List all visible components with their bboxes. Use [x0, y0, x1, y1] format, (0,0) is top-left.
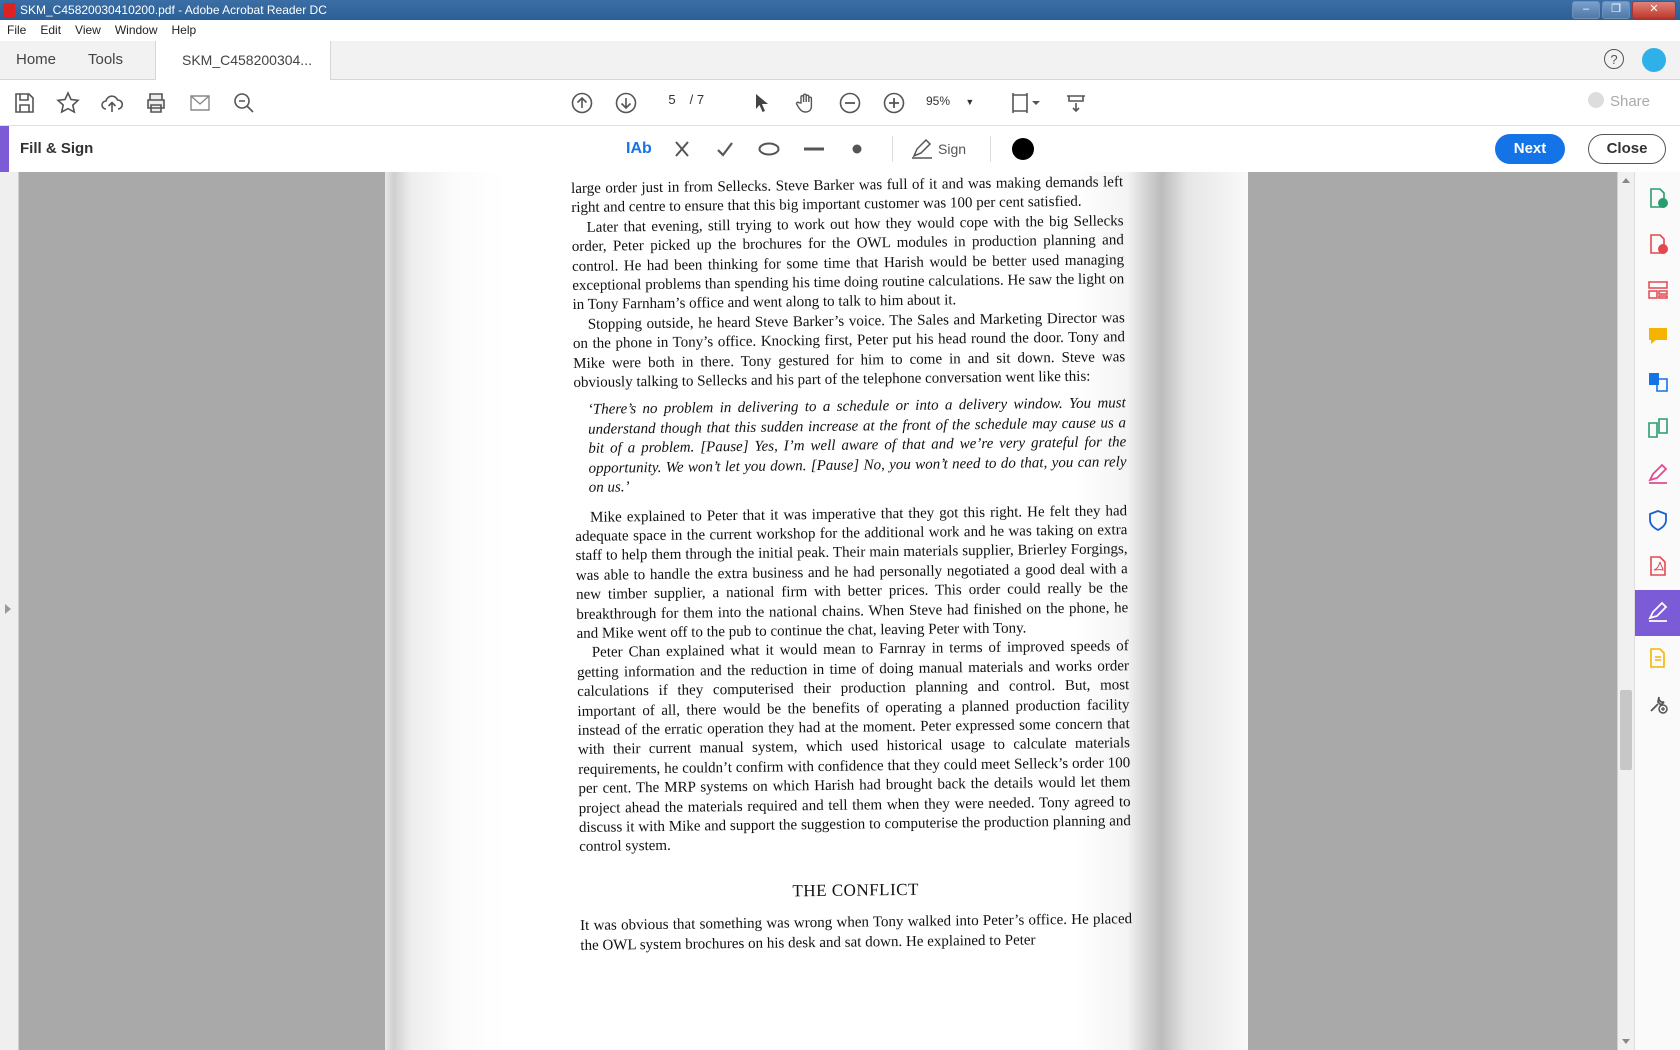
cross-mark-icon[interactable]: [674, 140, 690, 158]
page-total: / 7: [689, 92, 705, 107]
pdf-page[interactable]: [385, 172, 1248, 1050]
menu-view[interactable]: View: [75, 23, 101, 37]
send-comments-icon: [1647, 647, 1669, 669]
help-icon[interactable]: ?: [1604, 49, 1624, 69]
main-toolbar: [0, 80, 1680, 126]
share-user-icon: [1588, 92, 1604, 108]
select-pointer-icon[interactable]: [750, 91, 774, 115]
save-icon[interactable]: [12, 91, 36, 115]
minimize-button[interactable]: –: [1572, 1, 1600, 19]
edit-pdf-icon: [1647, 279, 1669, 301]
dot-icon[interactable]: [852, 144, 862, 154]
more-tools[interactable]: [1635, 682, 1680, 728]
next-button[interactable]: Next: [1495, 134, 1565, 164]
bookmark-star-icon[interactable]: [56, 91, 80, 115]
fill-sign-accent: [0, 126, 9, 172]
fill-and-sign-toolbar: [0, 126, 1680, 173]
zoom-value: 95%: [926, 94, 951, 108]
email-icon[interactable]: [188, 91, 212, 115]
fill-and-sign-tool[interactable]: [1635, 590, 1680, 636]
combine-files-tool[interactable]: [1635, 360, 1680, 406]
page-fit-icon[interactable]: [1010, 91, 1042, 115]
window-title: SKM_C45820030410200.pdf - Adobe Acrobat Reader DC: [20, 3, 327, 17]
tab-home[interactable]: Home: [16, 51, 57, 68]
restore-button[interactable]: ❐: [1602, 1, 1630, 19]
read-mode-icon[interactable]: [1064, 91, 1088, 115]
paragraph: It was obvious that something was wrong when Tony walked into Peter’s office. He placed the OWL system brochures on his desk and sat down. He explained to Peter: [580, 911, 1133, 954]
vertical-scrollbar[interactable]: [1617, 172, 1635, 1050]
export-pdf-icon: [1647, 187, 1669, 209]
share-label: Share: [1609, 93, 1650, 110]
adobe-pdf-tool[interactable]: [1635, 544, 1680, 590]
previous-page-icon[interactable]: [570, 91, 594, 115]
print-icon[interactable]: [144, 91, 168, 115]
chevron-down-icon: ▼: [965, 97, 975, 107]
paragraph: Mike explained to Peter that it was imperative that they got this right. He felt they had adequate space in the current workshop for the additional work and he was taking on extra staff to help them through the initial peak. Their main materials supplier, Brierley Forgings, was able to handle the extra business and he had personally negotiated a good deal with a new timber supplier, a national firm with better prices. This order could really be the breakthrough for them into the national chains. When Steve had finished on the phone, he and Mike went off to the pub to continue the chat, leaving Peter with Tony.: [575, 502, 1129, 642]
menu-help[interactable]: Help: [171, 23, 197, 37]
page-text: [571, 173, 1132, 956]
expand-pane-icon[interactable]: [5, 604, 11, 614]
create-pdf-icon: [1647, 233, 1669, 255]
line-icon[interactable]: [804, 147, 824, 151]
window-close-button[interactable]: ✕: [1632, 1, 1676, 19]
paragraph: large order just in from Sellecks. Steve Barker was full of it and was making demands left right and centre to ensure that this big important customer was 100 per cent satisfied.: [571, 174, 1124, 217]
comment-icon: [1647, 325, 1669, 347]
text-cursor-icon: I: [626, 140, 631, 157]
combine-files-icon: [1647, 371, 1669, 393]
fill-sign-pen-icon: [1647, 601, 1669, 623]
menu-window[interactable]: Window: [114, 23, 158, 37]
zoom-in-icon[interactable]: [882, 91, 906, 115]
paragraph: Stopping outside, he heard Steve Barker’s voice. The Sales and Marketing Director was on the phone in Tony’s office. Knocking first, Peter put his head round the door. Tony and Mike were both in there. Tony gestured for him to come in and sit down. Steve was obviously talking to Sellecks and his part of the telephone conversation went like this:: [572, 310, 1126, 392]
organize-pages-icon: [1647, 417, 1669, 439]
comment-tool[interactable]: [1635, 314, 1680, 360]
zoom-level-select[interactable]: [926, 94, 974, 108]
scroll-thumb[interactable]: [1620, 690, 1632, 770]
checkmark-icon[interactable]: [716, 140, 734, 158]
tab-document-label: SKM_C458200304...: [182, 52, 312, 68]
tab-document[interactable]: [155, 41, 331, 80]
shield-icon: [1647, 509, 1669, 531]
pdf-document-icon: [1647, 555, 1669, 577]
fill-sign-title: Fill & Sign: [20, 140, 94, 157]
toolbar-divider: [990, 136, 991, 162]
edit-pdf-tool[interactable]: [1635, 268, 1680, 314]
scroll-up-icon[interactable]: [1622, 178, 1630, 183]
organize-pages-tool[interactable]: [1635, 406, 1680, 452]
export-pdf-tool[interactable]: [1635, 176, 1680, 222]
section-heading: THE CONFLICT: [792, 879, 920, 901]
create-pdf-tool[interactable]: [1635, 222, 1680, 268]
send-for-comments-tool[interactable]: [1635, 636, 1680, 682]
tab-bar: [0, 41, 1680, 80]
tab-tools[interactable]: Tools: [88, 51, 124, 68]
menu-edit[interactable]: Edit: [40, 23, 62, 37]
page-number-input[interactable]: 5: [668, 92, 676, 107]
toolbar-divider: [892, 136, 893, 162]
title-bar: [0, 0, 1680, 20]
document-viewport[interactable]: [0, 172, 1617, 1050]
scroll-down-icon[interactable]: [1622, 1039, 1630, 1044]
menu-bar: [0, 20, 1680, 42]
add-text-label: Ab: [630, 140, 652, 157]
page-navigator: [658, 92, 704, 107]
account-avatar[interactable]: [1642, 48, 1666, 72]
pen-sign-icon: [910, 138, 934, 160]
sign-label: Sign: [938, 141, 967, 157]
paragraph: Peter Chan explained what it would mean to Farnray in terms of improved speeds of getting information and the reduction in time of doing manual materials and works order calculations if they computerised their production planning and control. But, most important of all, there would be the benefits of operating a planned production facility instead of the erratic operation they had at the moment. Peter expressed some concern that with their current manual system, which used historical usage to calculate materials requirements, he couldn’t confirm with confidence that they could meet Selleck’s order 100 per cent. The MRP systems on which Harish had brought back the details would let them project ahead the materials required and tell them when they were needed. Tony agreed to discuss it with Mike and support the suggestion to computerise the production planning and control system.: [576, 638, 1131, 856]
right-tools-pane: [1634, 172, 1680, 1050]
request-signature-icon: [1647, 463, 1669, 485]
request-signature-tool[interactable]: [1635, 452, 1680, 498]
acrobat-app-icon: [3, 3, 15, 17]
share-button[interactable]: [1588, 92, 1650, 110]
wrench-plus-icon: [1647, 693, 1669, 715]
search-zoom-icon[interactable]: [232, 91, 256, 115]
add-text-tool[interactable]: [626, 136, 652, 162]
zoom-out-icon[interactable]: [838, 91, 862, 115]
sign-tool[interactable]: [910, 136, 966, 162]
protect-tool[interactable]: [1635, 498, 1680, 544]
quote-paragraph: ‘There’s no problem in delivering to a schedule or into a delivery window. You must understand though that this sudden increase at the front of the schedule may cause us a bit of a problem. [Pause] Yes, I’m well aware of that and we’re very grateful for the opportunity. We won’t let you down. [Pause] No, you won’t need to do that, you can rely on us.’: [587, 395, 1127, 496]
ellipse-icon[interactable]: [758, 142, 780, 156]
hand-pan-icon[interactable]: [794, 91, 818, 115]
close-button[interactable]: Close: [1588, 134, 1666, 164]
next-page-icon[interactable]: [614, 91, 638, 115]
menu-file[interactable]: File: [7, 23, 27, 37]
upload-cloud-icon[interactable]: [100, 91, 124, 115]
left-navigation-pane[interactable]: [0, 172, 19, 1050]
paragraph: Later that evening, still trying to work out how they would cope with the big Sellecks order, Peter picked up the brochures for the OWL modules in production planning and control. He had been thinking for some time that Harish would be better used managing exceptional problems than spending his time doing routine calculations. He saw the light on in Tony Farnham’s office and went along to talk to him about it.: [571, 213, 1125, 314]
color-picker-swatch[interactable]: [1012, 138, 1034, 160]
